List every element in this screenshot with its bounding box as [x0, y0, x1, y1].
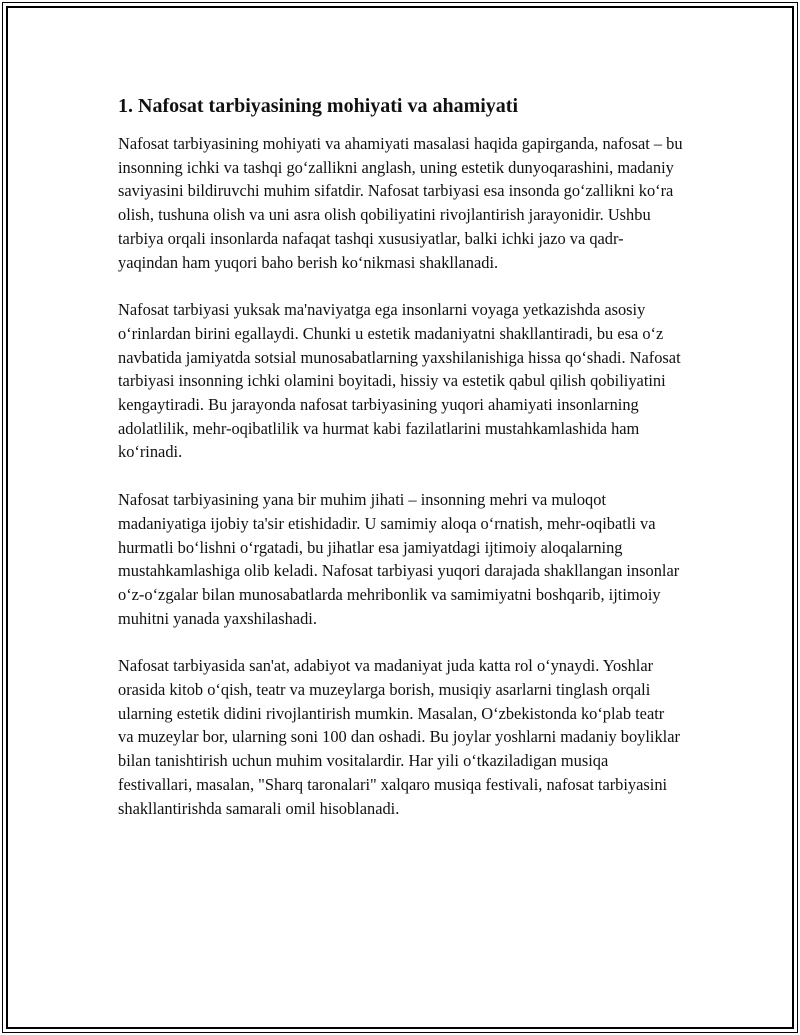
paragraph-3: Nafosat tarbiyasining yana bir muhim jihati – insonning mehri va muloqot madaniyatiga ijobiy ta'sir etishidadir. U samimiy aloqa o‘rnatish, mehr-oqibatli va hurmatli bo‘lishni o‘rgatadi, bu jihatlar esa jamiyatdagi ijtimoiy aloqalarning mustahkamlashiga olib keladi. Nafosat tarbiyasi yuqori darajada shakllangan insonlar o‘z-o‘zgalar bilan munosabatlarda mehribonlik va samimiyatni boshqarib, ijtimoiy muhitni yanada yaxshilashadi.: [118, 490, 680, 628]
document-body: [118, 92, 683, 844]
paragraph-2: Nafosat tarbiyasi yuksak ma'naviyatga ega insonlarni voyaga yetkazishda asosiy o‘rinlardan birini egallaydi. Chunki u estetik madaniyatni shakllantiradi, bu esa o‘z navbatida jamiyatda sotsial munosabatlarning yaxshilanishiga hissa qo‘shadi. Nafosat tarbiyasi insonning ichki olamini boyitadi, hissiy va estetik qabul qilish qobiliyatini kengaytiradi. Bu jarayonda nafosat tarbiyasining yuqori ahamiyati insonlarning adolatlilik, mehr-oqibatlilik va hurmat kabi fazilatlarini mustahkamlashida ham ko‘rinadi.: [118, 300, 681, 462]
paragraph-1: Nafosat tarbiyasining mohiyati va ahamiyati masalasi haqida gapirganda, nafosat – bu insonning ichki va tashqi go‘zallikni anglash, uning estetik dunyoqarashini, madaniy saviyasini bildiruvchi muhim sifatdir. Nafosat tarbiyasi esa insonda go‘zallikni ko‘ra olish, tushuna olish va uni asra olish qobiliyatini rivojlantirish jarayonidir. Ushbu tarbiya orqali insonlarda nafaqat tashqi xususiyatlar, balki ichki jazo va qadr-yaqindan ham yuqori baho berish ko‘nikmasi shakllanadi.: [118, 134, 683, 272]
section-heading: 1. Nafosat tarbiyasining mohiyati va ahamiyati: [118, 95, 519, 117]
paragraph-4: Nafosat tarbiyasida san'at, adabiyot va madaniyat juda katta rol o‘ynaydi. Yoshlar orasida kitob o‘qish, teatr va muzeylarga borish, musiqiy asarlarni tinglash orqali ularning estetik didini rivojlantirish mumkin. Masalan, O‘zbekistonda ko‘plab teatr va muzeylar bor, ularning soni 100 dan oshadi. Bu joylar yoshlarni madaniy boyliklar bilan tanishtirish uchun muhim vositalardir. Har yili o‘tkaziladigan musiqa festivallari, masalan, "Sharq taronalari" xalqaro musiqa festivali, nafosat tarbiyasini shakllantirishda samarali omil hisoblanadi.: [118, 656, 680, 818]
